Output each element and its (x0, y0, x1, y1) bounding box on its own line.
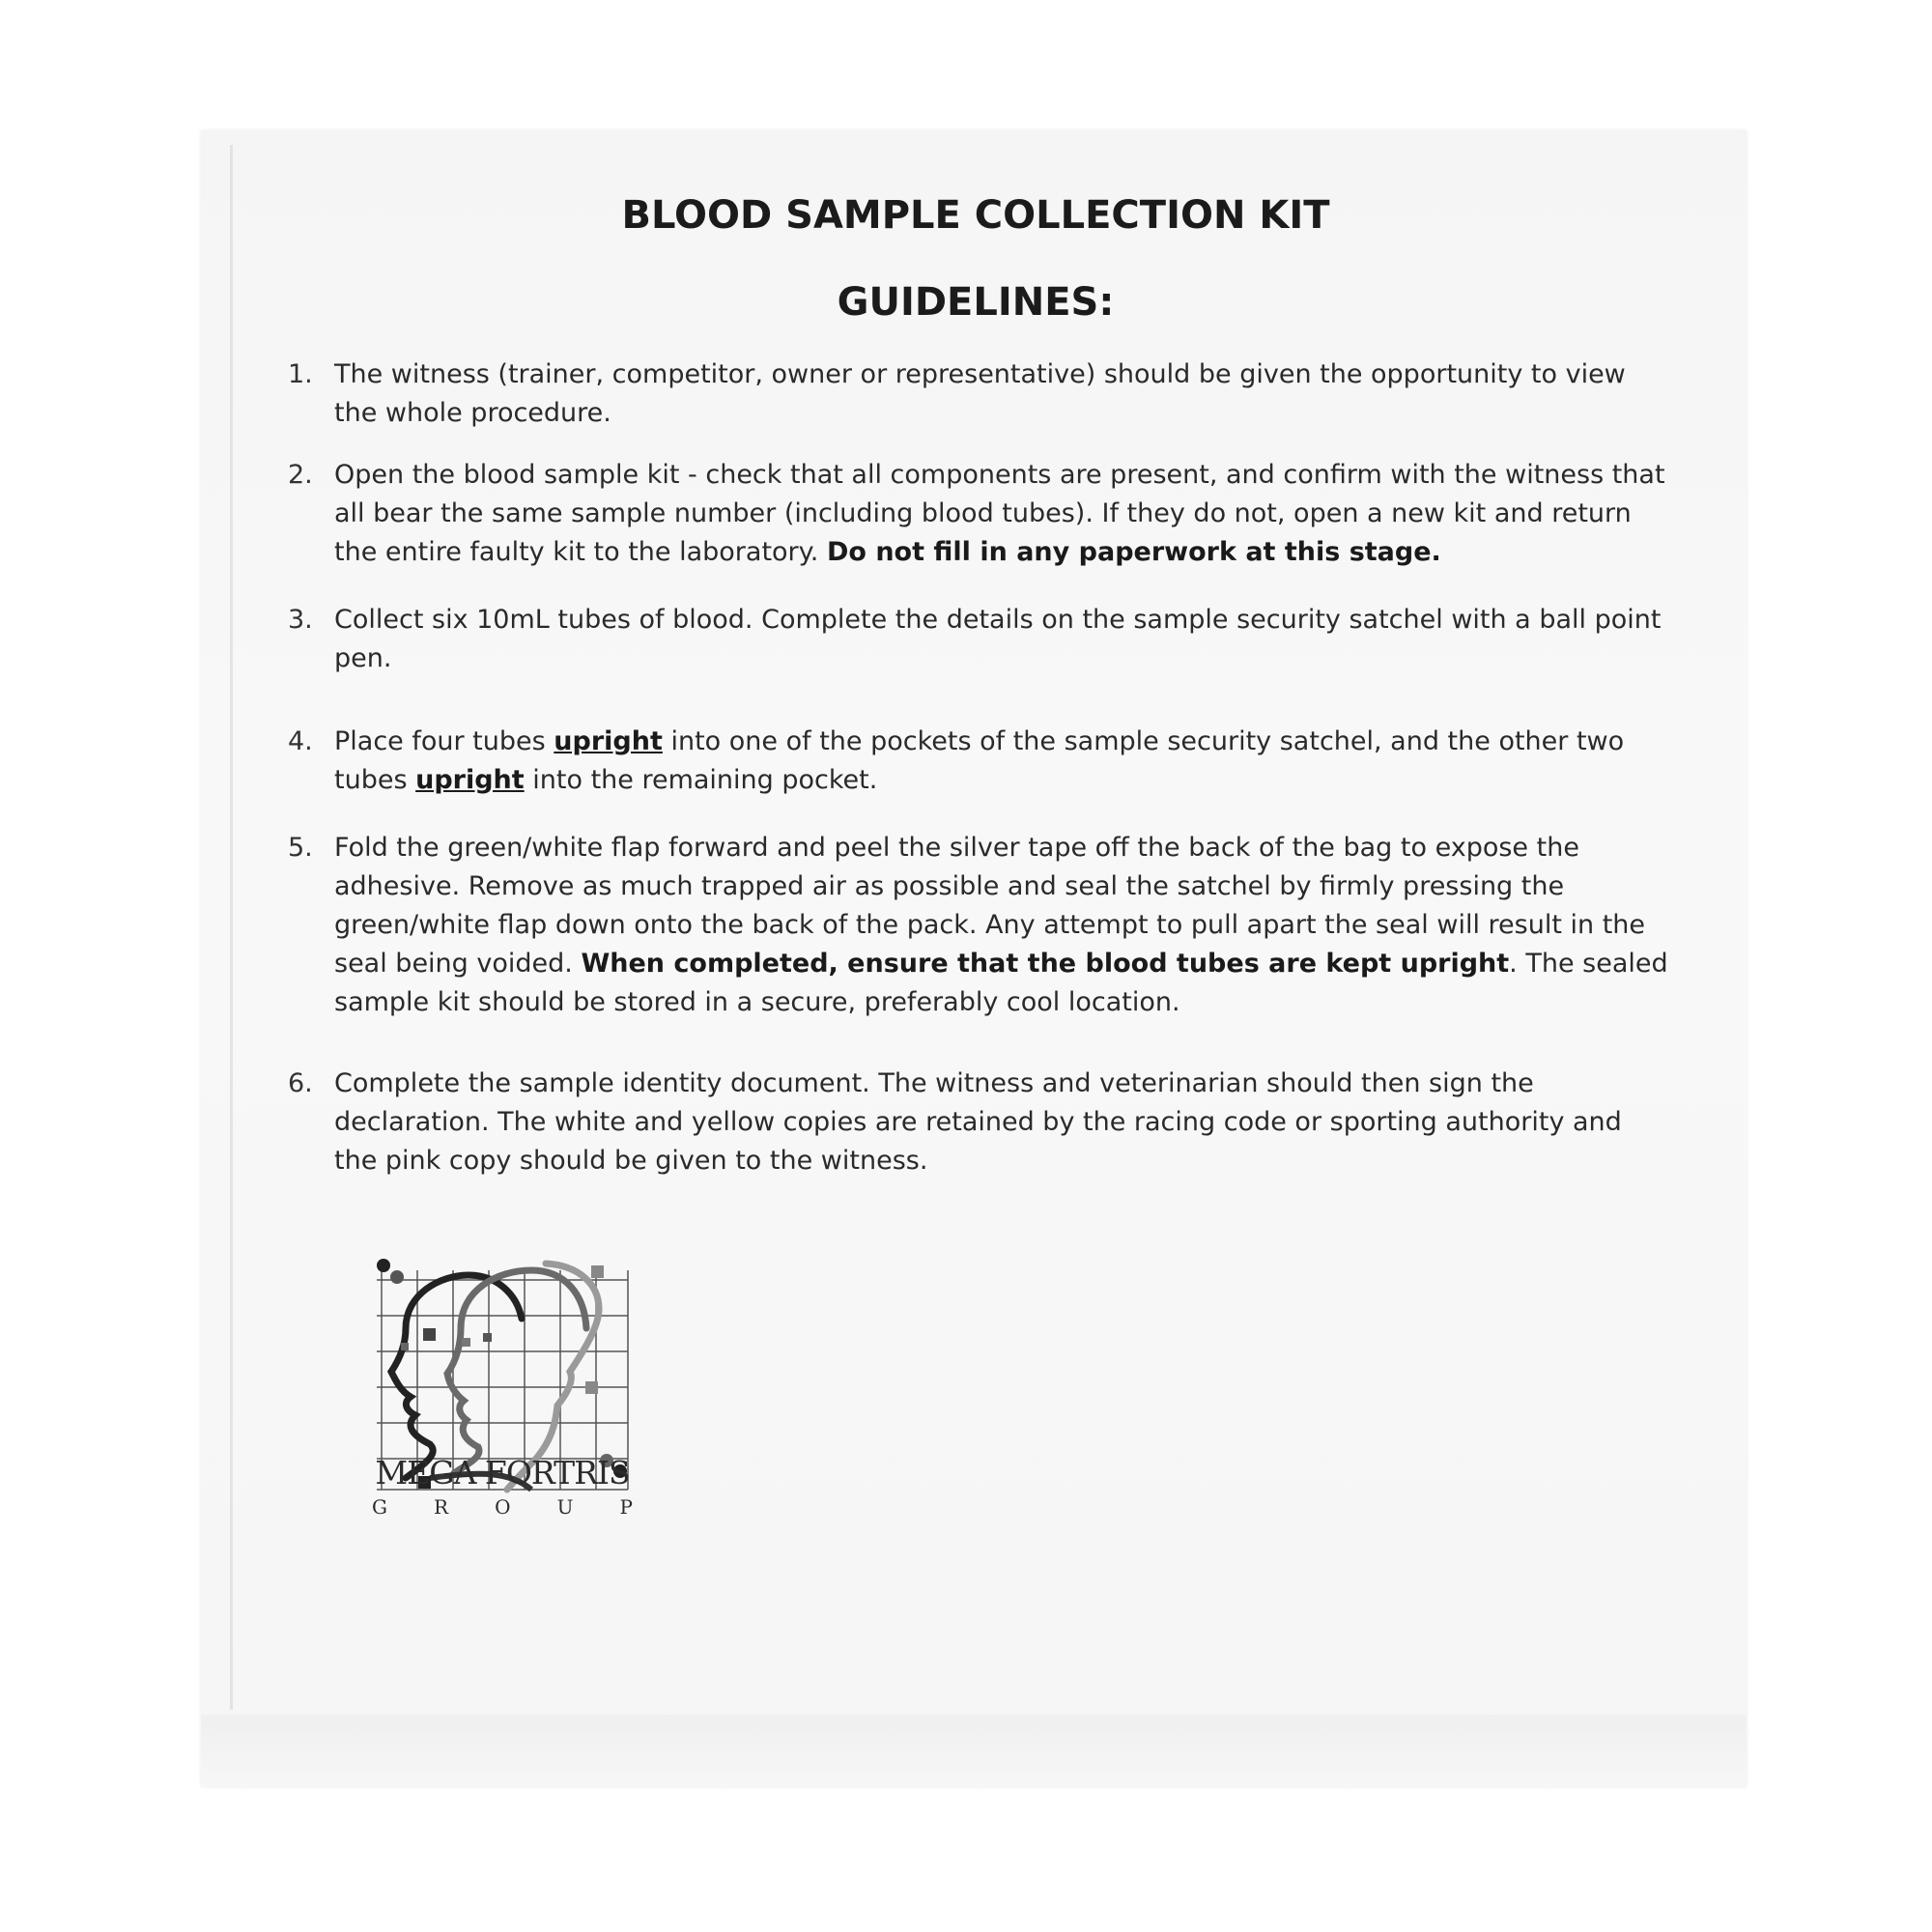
guideline-text-part: Place four tubes (334, 726, 554, 756)
guideline-text-part: . The sealed sample kit should be stored in a secure, preferably cool location. (334, 949, 1668, 1017)
logo-square (401, 1343, 409, 1350)
guideline-item (280, 1065, 1671, 1180)
guideline-text-part: Open the blood sample kit - check that all components are present, and confirm with the witness that all bear the same sample number (including blood tubes). If they do not, open a new kit and return the entire faulty kit to the laboratory. (334, 460, 1665, 567)
logo-square (585, 1381, 598, 1394)
logo-wordmark: MEGA FORTRIS (375, 1454, 630, 1492)
bag-bottom-seal (201, 1715, 1747, 1787)
guideline-text (334, 460, 1665, 567)
bag-seam (230, 145, 233, 1710)
logo-dot (390, 1270, 404, 1284)
guideline-text (334, 605, 1661, 673)
guideline-text (334, 359, 1626, 428)
logo-square (483, 1333, 492, 1342)
guideline-number: 4. (288, 726, 313, 756)
guideline-text-part: Collect six 10mL tubes of blood. Complete the details on the sample security satchel with a ball point pen. (334, 605, 1662, 673)
logo-group-letter: R (434, 1495, 449, 1519)
guideline-item (280, 601, 1671, 678)
guideline-item (280, 829, 1671, 1022)
guideline-item (280, 723, 1671, 800)
guideline-number: 6. (288, 1068, 313, 1098)
guideline-text-part: into one of the pockets of the sample security satchel, and the other two tubes (334, 726, 1625, 795)
guideline-item (280, 456, 1671, 572)
guideline-number: 5. (288, 833, 313, 863)
underlined-text: upright (554, 726, 663, 756)
emphasis-text: When completed, ensure that the blood tubes are kept upright (581, 949, 1510, 979)
guideline-text-part: into the remaining pocket. (524, 765, 878, 795)
guideline-number: 1. (288, 359, 313, 389)
logo-square (591, 1265, 604, 1278)
logo-group-letter: G (372, 1495, 387, 1519)
kit-title: BLOOD SAMPLE COLLECTION KIT (621, 193, 1330, 238)
guideline-number: 3. (288, 605, 313, 635)
logo-square (423, 1328, 436, 1341)
guideline-text-part: Complete the sample identity document. The witness and veterinarian should then sign the declaration. The white and yellow copies are retained by the racing code or sporting authority and the pink copy should be given to the witness. (334, 1068, 1622, 1176)
guideline-text (334, 726, 1624, 795)
logo-group-letter: O (495, 1495, 511, 1519)
logo-dot (377, 1259, 390, 1272)
emphasis-text: Do not fill in any paperwork at this stage. (826, 537, 1441, 567)
logo-group-letter: P (619, 1495, 633, 1519)
guideline-item (280, 355, 1671, 433)
guideline-text-part: Fold the green/white flap forward and peel the silver tape off the back of the bag to expose the adhesive. Remove as much trapped air as possible and seal the satchel by firmly pressing the green/white flap down onto the back of the pack. Any attempt to pull apart the seal will result in the seal being voided. (334, 833, 1646, 979)
guidelines-list (280, 355, 1671, 1180)
logo-group-letter: U (556, 1495, 574, 1519)
guideline-text (334, 1068, 1622, 1176)
guidelines-heading: GUIDELINES: (837, 280, 1115, 325)
head-profile-front (391, 1275, 522, 1478)
guideline-text (334, 833, 1668, 1017)
logo-group-letters (372, 1495, 633, 1519)
underlined-text: upright (415, 765, 525, 795)
guideline-number: 2. (288, 460, 313, 490)
guideline-text-part: The witness (trainer, competitor, owner or representative) should be given the opportunity to view the whole procedure. (334, 359, 1626, 428)
logo-square (462, 1338, 470, 1347)
